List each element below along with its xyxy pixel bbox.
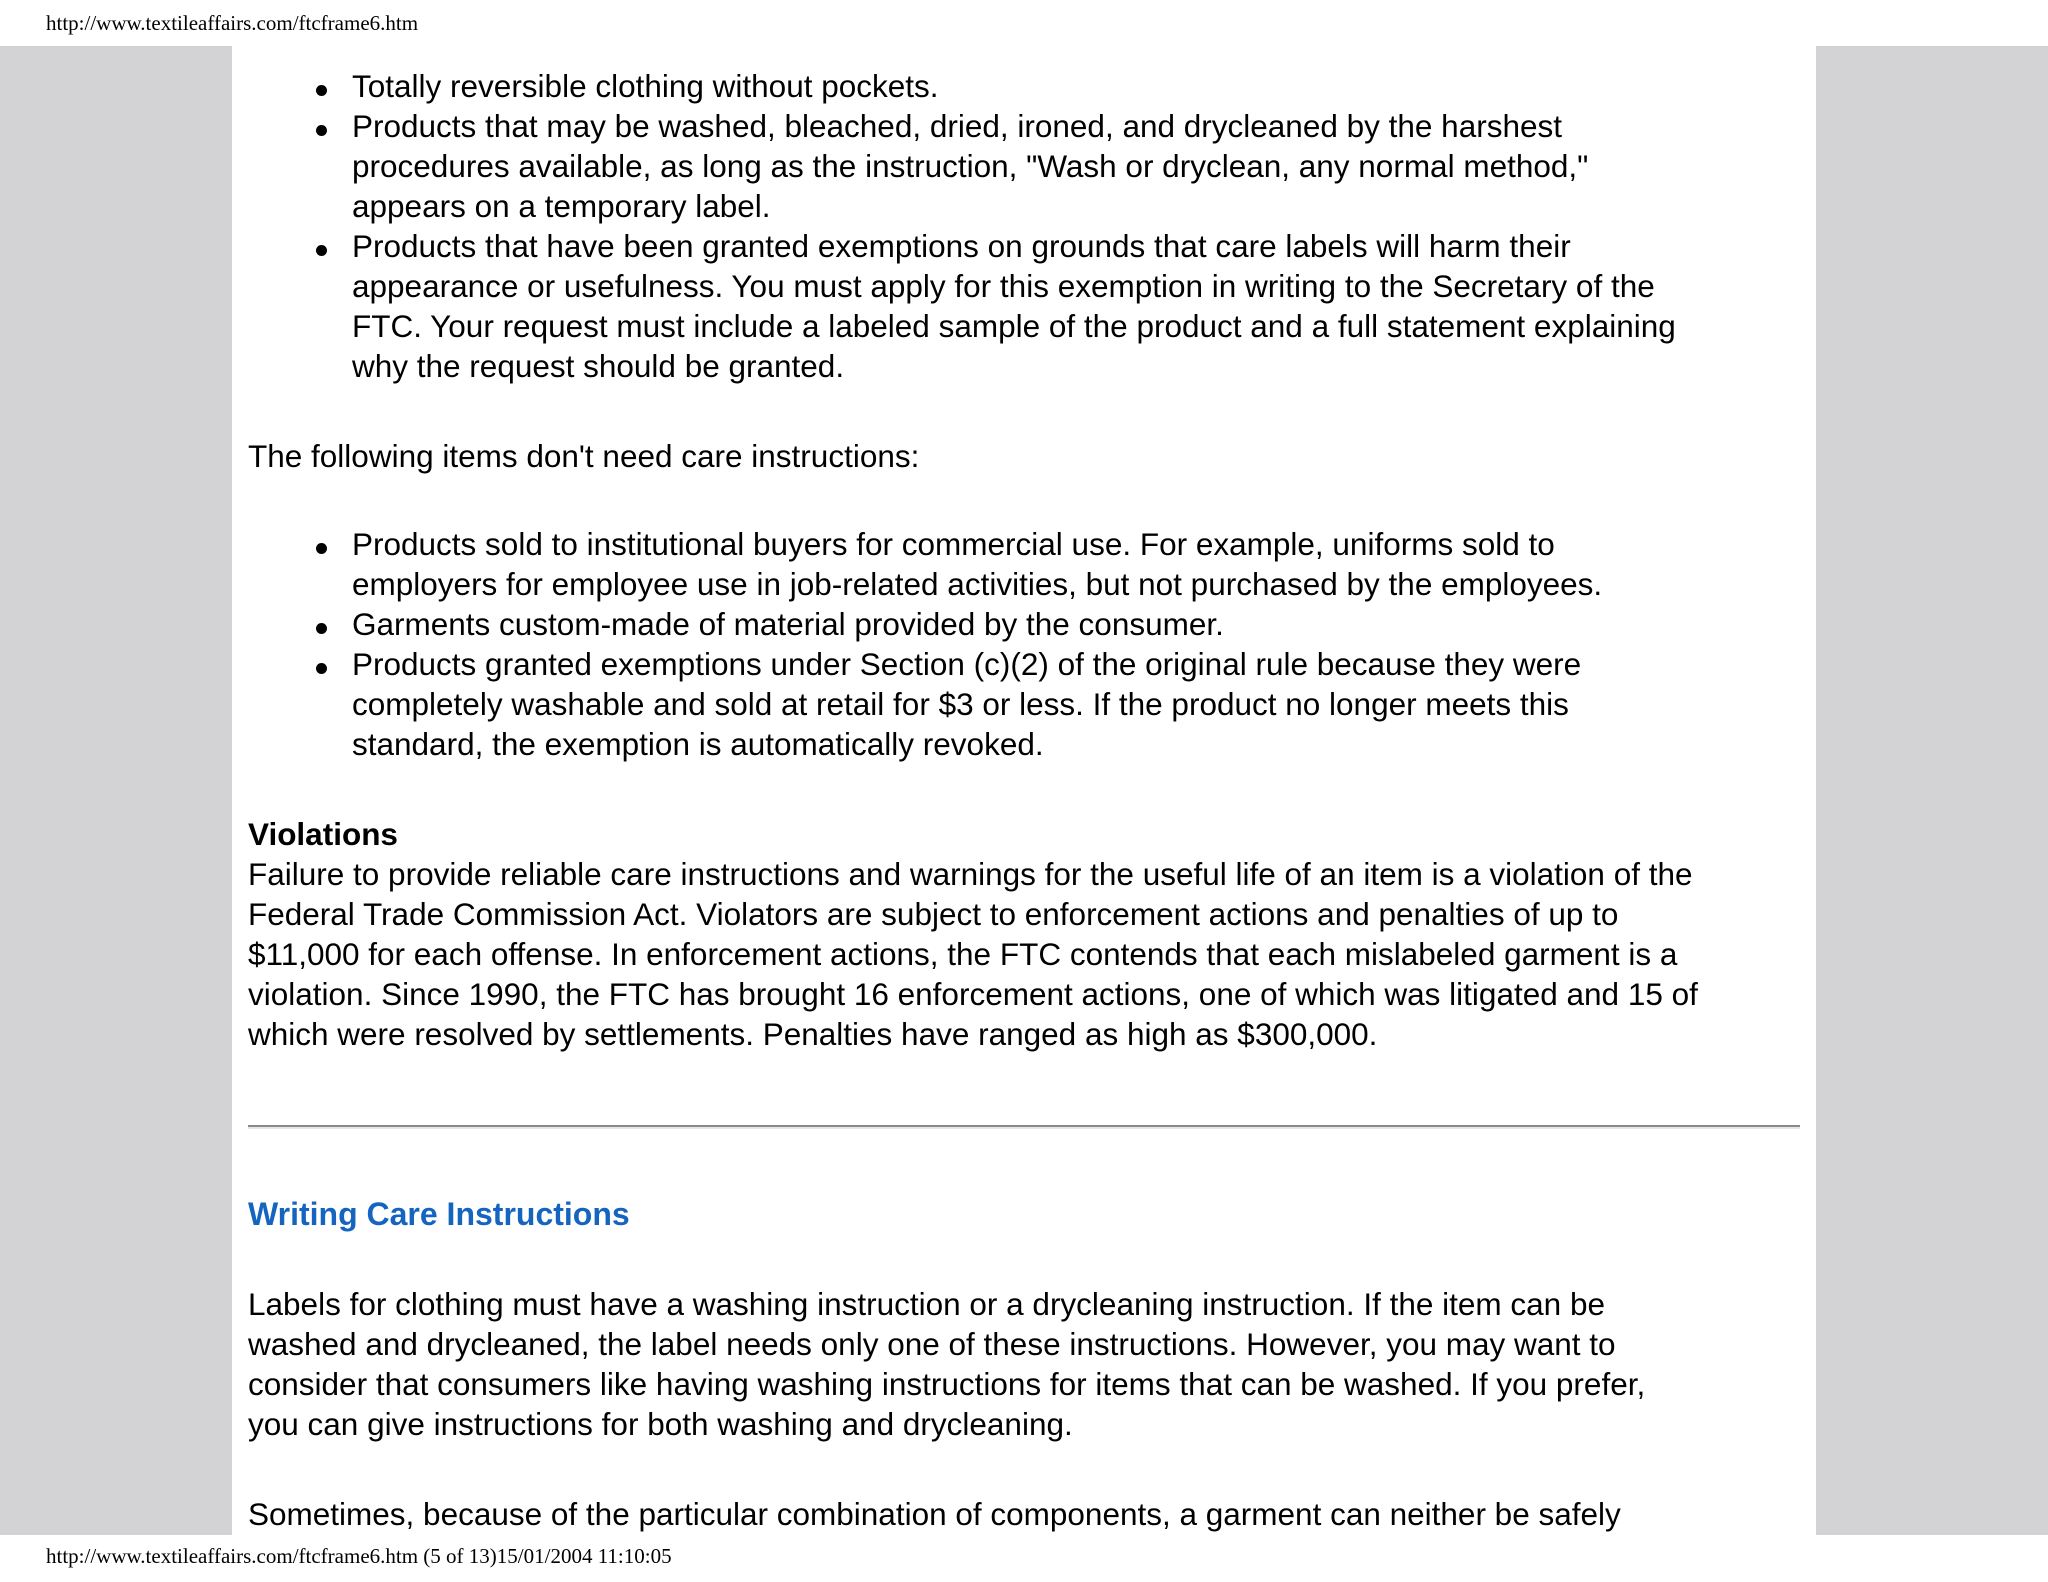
list-item-line: Products granted exemptions under Section (c)(2) of the original rule because they were [352, 646, 1582, 682]
list-item-line: standard, the exemption is automatically revoked. [352, 726, 1044, 762]
horizontal-divider [248, 1125, 1800, 1129]
list-item [352, 604, 1800, 644]
paragraph-line: $11,000 for each offense. In enforcement actions, the FTC contends that each mislabeled garment is a [248, 936, 1678, 972]
bullet-icon [316, 663, 327, 674]
list-item [352, 644, 1800, 764]
bullet-icon [316, 623, 327, 634]
bullet-icon [316, 85, 327, 96]
continued-paragraph: Sometimes, because of the particular combination of components, a garment can neither be safely [248, 1496, 1621, 1532]
list-item-line: procedures available, as long as the instruction, "Wash or dryclean, any normal method," [352, 148, 1589, 184]
writing-care-paragraph [248, 1284, 1800, 1444]
list-item-line: Products that have been granted exemptions on grounds that care labels will harm their [352, 228, 1571, 264]
paragraph-line: which were resolved by settlements. Penalties have ranged as high as $300,000. [248, 1016, 1378, 1052]
list-item [352, 226, 1800, 386]
violations-paragraph [248, 854, 1800, 1054]
list-item-line: Products sold to institutional buyers for commercial use. For example, uniforms sold to [352, 526, 1555, 562]
list-item-line: why the request should be granted. [352, 348, 845, 384]
list-item [352, 524, 1800, 604]
paragraph-line: washed and drycleaned, the label needs only one of these instructions. However, you may want to [248, 1326, 1616, 1362]
right-gutter [1816, 46, 2048, 1535]
list-item [352, 106, 1800, 226]
list-item-line: completely washable and sold at retail for $3 or less. If the product no longer meets this [352, 686, 1569, 722]
list-item-line: appears on a temporary label. [352, 188, 771, 224]
list-item-line: FTC. Your request must include a labeled sample of the product and a full statement explaining [352, 308, 1676, 344]
paragraph-line: consider that consumers like having washing instructions for items that can be washed. If you prefer, [248, 1366, 1646, 1402]
list-item-line: Totally reversible clothing without pockets. [352, 68, 939, 104]
list-item [352, 66, 1800, 106]
writing-care-heading: Writing Care Instructions [248, 1196, 630, 1232]
exemption-list [248, 66, 1800, 386]
list-item-line: appearance or usefulness. You must apply for this exemption in writing to the Secretary of the [352, 268, 1655, 304]
list-item-line: Garments custom-made of material provided by the consumer. [352, 606, 1224, 642]
bullet-icon [316, 245, 327, 256]
header-url: http://www.textileaffairs.com/ftcframe6.htm [46, 11, 419, 35]
bullet-icon [316, 543, 327, 554]
paragraph-line: violation. Since 1990, the FTC has brought 16 enforcement actions, one of which was litigated and 15 of [248, 976, 1698, 1012]
list-item-line: employers for employee use in job-related activities, but not purchased by the employees. [352, 566, 1603, 602]
left-gutter [0, 46, 232, 1535]
bullet-icon [316, 125, 327, 136]
paragraph-line: Federal Trade Commission Act. Violators are subject to enforcement actions and penalties of up to [248, 896, 1619, 932]
no-care-list [248, 524, 1800, 764]
paragraph-line: Failure to provide reliable care instructions and warnings for the useful life of an item is a violation of the [248, 856, 1693, 892]
no-care-intro: The following items don't need care instructions: [248, 438, 920, 474]
paragraph-line: you can give instructions for both washing and drycleaning. [248, 1406, 1073, 1442]
violations-heading: Violations [248, 816, 398, 852]
page-content[interactable] [248, 46, 1800, 1535]
footer-url: http://www.textileaffairs.com/ftcframe6.htm (5 of 13)15/01/2004 11:10:05 [46, 1544, 672, 1568]
paragraph-line: Labels for clothing must have a washing instruction or a drycleaning instruction. If the item can be [248, 1286, 1605, 1322]
list-item-line: Products that may be washed, bleached, dried, ironed, and drycleaned by the harshest [352, 108, 1562, 144]
